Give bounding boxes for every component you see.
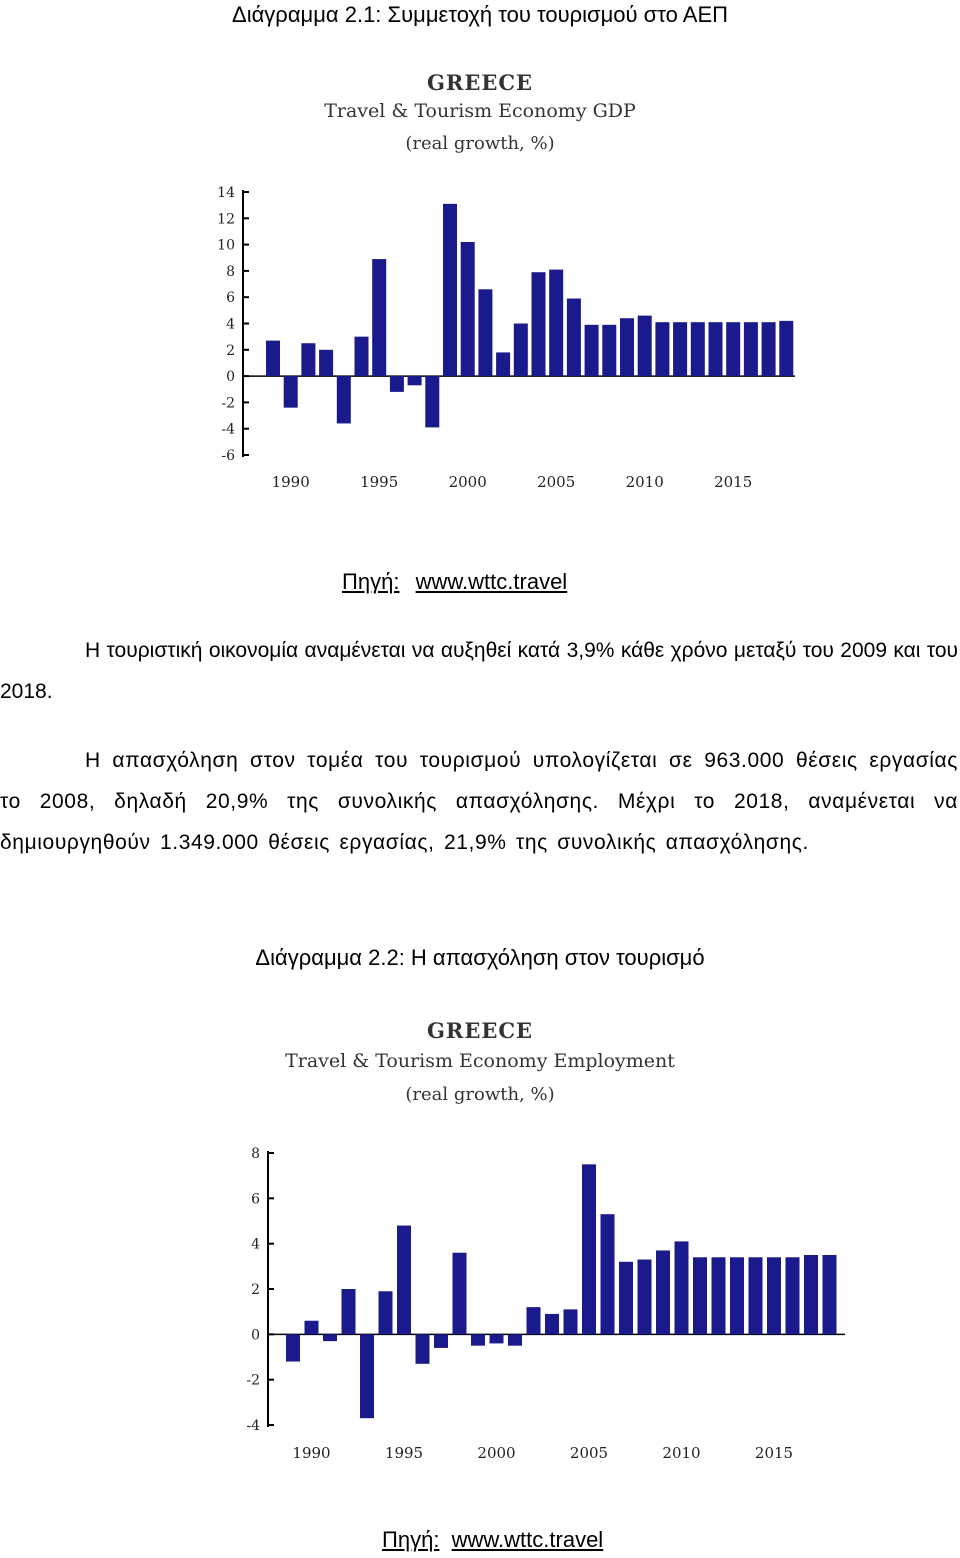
- y-tick-label: 2: [226, 342, 235, 359]
- paragraph-2-text: Η απασχόληση στον τομέα του τουρισμού υπολογίζεται σε 963.000 θέσεις εργασίας το 2008, δηλαδή 20,9% της συνολικής απασχόλησης. Μέχρι το 2018, αναμένεται να δημιουργηθούν 1.349.000 θέσεις εργασίας, 21,9% της συνολικής απασχόλησης.: [0, 749, 958, 854]
- gdp-chart-plot: [0, 60, 960, 500]
- bar-2015: [767, 1257, 781, 1334]
- bar-2017: [804, 1255, 818, 1334]
- gdp-chart-title-country: GREECE: [426, 70, 534, 95]
- figure-2-source: [382, 1527, 603, 1553]
- bar-2004: [532, 272, 546, 376]
- bar-1991: [323, 1334, 337, 1341]
- figure-1-source: [342, 569, 567, 595]
- gdp-chart-title-main: Travel & Tourism Economy GDP: [324, 100, 636, 122]
- bar-2010: [675, 1241, 689, 1334]
- bar-1992: [319, 350, 333, 376]
- x-tick-label: 1995: [360, 473, 399, 491]
- y-tick-label: 6: [226, 290, 235, 307]
- bar-1999: [471, 1334, 485, 1345]
- y-tick-label: 14: [217, 185, 235, 201]
- figure-2-caption: Διάγραμμα 2.2: Η απασχόληση στον τουρισμό: [255, 945, 705, 970]
- bar-2016: [786, 1257, 800, 1334]
- bar-1995: [372, 259, 386, 376]
- y-tick-label: 2: [251, 1282, 260, 1298]
- y-tick-label: 4: [251, 1236, 260, 1253]
- x-tick-label: 2010: [662, 1444, 701, 1462]
- employment-chart-plot: [0, 1010, 960, 1480]
- bar-2009: [656, 1250, 670, 1334]
- bar-2002: [527, 1307, 541, 1334]
- y-tick-label: 0: [251, 1327, 260, 1344]
- x-tick-label: 2010: [625, 473, 664, 491]
- bar-1995: [397, 1226, 411, 1335]
- bar-1993: [360, 1334, 374, 1418]
- bar-2016: [744, 322, 758, 376]
- bar-2011: [655, 322, 669, 376]
- bar-2005: [549, 270, 563, 377]
- bar-2005: [582, 1164, 596, 1334]
- bar-2000: [490, 1334, 504, 1343]
- paragraph-1-text: Η τουριστική οικονομία αναμένεται να αυξηθεί κατά 3,9% κάθε χρόνο μεταξύ του 2009 και του 2018.: [0, 639, 958, 703]
- y-tick-label: 12: [217, 211, 235, 228]
- y-tick-label: 4: [226, 316, 235, 333]
- bar-1989: [266, 341, 280, 377]
- bar-1993: [337, 376, 351, 423]
- x-tick-label: 2015: [714, 473, 753, 491]
- bar-2007: [585, 325, 599, 376]
- bar-1996: [416, 1334, 430, 1363]
- bar-2014: [709, 322, 723, 376]
- bar-2006: [567, 299, 581, 377]
- figure-1-caption: Διάγραμμα 2.1: Συμμετοχή του τουρισμού στο ΑΕΠ: [232, 2, 728, 27]
- bar-2008: [602, 325, 616, 376]
- bar-1999: [443, 204, 457, 376]
- y-tick-label: 0: [226, 369, 235, 386]
- bar-1989: [286, 1334, 300, 1361]
- bar-1994: [379, 1291, 393, 1334]
- bar-2001: [508, 1334, 522, 1345]
- employment-chart-title-unit: (real growth, %): [405, 1084, 555, 1105]
- source-link[interactable]: www.wttc.travel: [451, 1527, 604, 1552]
- x-tick-label: 2005: [537, 473, 576, 491]
- bar-1997: [408, 376, 422, 385]
- bar-2012: [673, 322, 687, 376]
- employment-chart-title-country: GREECE: [426, 1018, 534, 1043]
- paragraph-tourism-employment: [0, 740, 958, 863]
- bar-2017: [762, 322, 776, 376]
- bar-1990: [284, 376, 298, 408]
- gdp-chart: [0, 60, 960, 500]
- bar-1990: [305, 1321, 319, 1335]
- source-link[interactable]: www.wttc.travel: [415, 569, 568, 594]
- x-tick-label: 2000: [477, 1444, 516, 1462]
- y-tick-label: -4: [246, 1418, 260, 1434]
- bar-2003: [514, 324, 528, 377]
- gdp-chart-title-unit: (real growth, %): [405, 133, 555, 154]
- bar-1996: [390, 376, 404, 392]
- bar-1992: [342, 1289, 356, 1334]
- bar-2013: [691, 322, 705, 376]
- bar-2015: [726, 322, 740, 376]
- bar-1994: [355, 337, 369, 376]
- x-tick-label: 2000: [448, 473, 487, 491]
- bar-2010: [638, 316, 652, 376]
- bar-2013: [730, 1257, 744, 1334]
- bar-1998: [425, 376, 439, 427]
- bar-2018: [823, 1255, 837, 1334]
- employment-chart: [0, 1010, 960, 1480]
- y-tick-label: 6: [251, 1191, 260, 1208]
- bar-2014: [749, 1257, 763, 1334]
- bar-1998: [453, 1253, 467, 1335]
- bar-2002: [496, 352, 510, 376]
- bar-1991: [301, 343, 315, 376]
- y-tick-label: -2: [246, 1372, 260, 1389]
- bar-2006: [601, 1214, 615, 1334]
- bar-2001: [478, 289, 492, 376]
- y-tick-label: 8: [251, 1146, 260, 1162]
- y-tick-label: 8: [226, 263, 235, 280]
- bar-2007: [619, 1262, 633, 1335]
- source-label: Πηγή:: [382, 1527, 440, 1552]
- bar-2004: [564, 1309, 578, 1334]
- paragraph-tourism-economy: [0, 630, 958, 712]
- x-tick-label: 1990: [271, 473, 310, 491]
- bar-2003: [545, 1314, 559, 1334]
- bar-2012: [712, 1257, 726, 1334]
- x-tick-label: 1990: [292, 1444, 331, 1462]
- bar-2009: [620, 318, 634, 376]
- y-tick-label: -4: [221, 421, 235, 438]
- source-label: Πηγή:: [342, 569, 400, 594]
- x-tick-label: 2005: [569, 1444, 609, 1462]
- bar-2018: [779, 321, 793, 376]
- bar-2011: [693, 1257, 707, 1334]
- y-tick-label: 10: [217, 237, 235, 254]
- bar-2008: [638, 1260, 652, 1335]
- bar-2000: [461, 242, 475, 376]
- employment-chart-title-main: Travel & Tourism Economy Employment: [285, 1050, 675, 1072]
- x-tick-label: 1995: [384, 1444, 424, 1462]
- bar-1997: [434, 1334, 448, 1348]
- y-tick-label: -6: [221, 448, 235, 464]
- x-tick-label: 2015: [754, 1444, 794, 1462]
- y-tick-label: -2: [221, 395, 235, 412]
